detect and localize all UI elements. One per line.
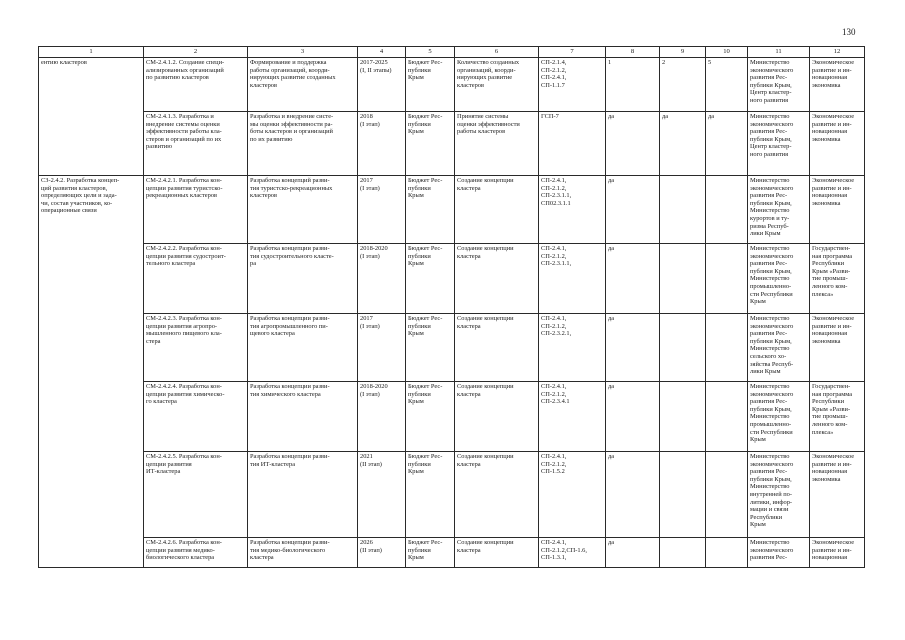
table-cell: Бюджет Рес- публики Крым — [406, 452, 455, 538]
table-cell — [706, 538, 748, 568]
table-cell: Разработка концепции разви- тия судостроительного класте- ра — [248, 244, 358, 314]
table-cell: Разработка концепции разви- тия агропромышленного пи- щевого кластера — [248, 314, 358, 382]
table-cell: 2018-2020 (I этап) — [358, 382, 406, 452]
table-cell: 2017-2025 (I, II этапы) — [358, 58, 406, 112]
table-cell — [660, 452, 706, 538]
table-cell: Министерство экономического развития Рес- публики Крым, Министерство курортов и ту- ризма Респуб- лики Крым — [748, 176, 810, 244]
table-cell: Разработка и внедрение систе- мы оценки эффективности ра- боты кластеров и организаций по их развитию — [248, 112, 358, 176]
table-cell: СП-2.1.4, СП-2.1.2, СП-2.4.1, СП-1.1.7 — [539, 58, 606, 112]
table-cell — [660, 314, 706, 382]
table-cell: Экономическое развитие и ин- новационная — [810, 538, 865, 568]
table-cell: Создание концепции кластера — [455, 452, 539, 538]
table-cell: СМ-2.4.2.3. Разработка кон- цепции развития агропро- мышленного пищевого кла- стера — [144, 314, 248, 382]
table-cell: да — [606, 176, 660, 244]
table-cell: Бюджет Рес- публики Крым — [406, 538, 455, 568]
table-cell — [39, 452, 144, 538]
table-cell: Бюджет Рес- публики Крым — [406, 244, 455, 314]
table-cell: Министерство экономического развития Рес- — [748, 538, 810, 568]
table-cell: Бюджет Рес- публики Крым — [406, 112, 455, 176]
table-cell: СМ-2.4.2.1. Разработка кон- цепции развития туристско- рекреационных кластеров — [144, 176, 248, 244]
table-cell: 2 — [660, 58, 706, 112]
header-cell: 3 — [248, 47, 358, 58]
table-cell: да — [606, 382, 660, 452]
table-cell: Министерство экономического развития Рес- публики Крым, Центр кластер- ного развития — [748, 58, 810, 112]
table-cell: СП-2.4.1, СП-2.1.2, СП-1.5.2 — [539, 452, 606, 538]
header-cell: 1 — [39, 47, 144, 58]
table-cell: Создание концепции кластера — [455, 314, 539, 382]
table-cell: 2018 (I этап) — [358, 112, 406, 176]
table-cell: СП-2.4.1, СП-2.1.2, СП-2.3.1.1, — [539, 244, 606, 314]
table-cell — [660, 244, 706, 314]
table-cell: да — [660, 112, 706, 176]
table-cell — [706, 382, 748, 452]
table-cell: да — [606, 244, 660, 314]
table-cell: Экономическое развитие и ин- новационная экономика — [810, 112, 865, 176]
table-cell: СМ-2.4.2.5. Разработка кон- цепции развития ИТ-кластера — [144, 452, 248, 538]
table-cell: Принятие системы оценки эффективности работы кластеров — [455, 112, 539, 176]
table-row — [39, 314, 865, 382]
table-cell — [706, 244, 748, 314]
table-cell: СМ-2.4.2.4. Разработка кон- цепции развития химическо- го кластера — [144, 382, 248, 452]
table-cell — [706, 176, 748, 244]
table-cell: СМ-2.4.1.3. Разработка и внедрение системы оценки эффективности работы кла- стеров и организаций по их развитию — [144, 112, 248, 176]
header-cell: 8 — [606, 47, 660, 58]
table-cell: Бюджет Рес- публики Крым — [406, 314, 455, 382]
table-cell: Министерство экономического развития Рес- публики Крым, Министерство внутренней по- литики, инфор- мации и связи Республики Крым — [748, 452, 810, 538]
table-cell: Экономическое развитие и ин- новационная экономика — [810, 58, 865, 112]
table-cell — [706, 314, 748, 382]
table-cell: Разработка концепции разви- тия медико-биологического кластера — [248, 538, 358, 568]
table-cell: да — [606, 452, 660, 538]
table-row — [39, 176, 865, 244]
table-cell: СМ-2.4.2.2. Разработка кон- цепции развития судостроит- тельного кластера — [144, 244, 248, 314]
table-cell: Бюджет Рес- публики Крым — [406, 382, 455, 452]
table-cell: Разработка концепции разви- тия химического кластера — [248, 382, 358, 452]
table-cell: СП-2.4.1, СП-2.1.2, СП-2.3.2.1, — [539, 314, 606, 382]
table-cell — [39, 382, 144, 452]
table-cell: Государствен- ная программа Республики Крым «Разви- тие промыш- ленного ком- плекса» — [810, 382, 865, 452]
table-cell: Создание концепции кластера — [455, 382, 539, 452]
table-cell: Создание концепции кластера — [455, 244, 539, 314]
header-cell: 5 — [406, 47, 455, 58]
table-cell: 1 — [606, 58, 660, 112]
table-cell: Экономическое развитие и ин- новационная экономика — [810, 176, 865, 244]
table-cell: 5 — [706, 58, 748, 112]
table-cell: да — [606, 314, 660, 382]
table-cell: 2021 (II этап) — [358, 452, 406, 538]
table-cell: 2018-2020 (I этап) — [358, 244, 406, 314]
table-cell: да — [606, 538, 660, 568]
table-cell: Министерство экономического развития Рес- публики Крым, Министерство промышленно- сти Республики Крым — [748, 244, 810, 314]
table-cell: Создание концепции кластера — [455, 176, 539, 244]
table-cell: Количество созданных организаций, коорди- нирующих развитие кластеров — [455, 58, 539, 112]
table-cell: Формирование и поддержка работы организаций, коорди- нирующих развитие созданных кластеров — [248, 58, 358, 112]
table-cell: 2017 (I этап) — [358, 314, 406, 382]
table-cell: Государствен- ная программа Республики Крым «Разви- тие промыш- ленного ком- плекса» — [810, 244, 865, 314]
table-cell: Министерство экономического развития Рес- публики Крым, Центр кластер- ного развития — [748, 112, 810, 176]
table-cell: да — [606, 112, 660, 176]
table-cell: да — [706, 112, 748, 176]
table-cell — [660, 176, 706, 244]
header-cell: 9 — [660, 47, 706, 58]
table-row — [39, 452, 865, 538]
table-cell: СП-2.4.1, СП-2.1.2,СП-1.6, СП-1.3.1, — [539, 538, 606, 568]
table-cell: Разработка концепций разви- тия туристско-рекреационных кластеров — [248, 176, 358, 244]
table-row — [39, 112, 865, 176]
table-cell: 2026 (II этап) — [358, 538, 406, 568]
table-cell — [660, 538, 706, 568]
table-cell: ГСП-7 — [539, 112, 606, 176]
table-cell — [39, 538, 144, 568]
header-cell: 7 — [539, 47, 606, 58]
table-cell — [706, 452, 748, 538]
table-cell — [39, 314, 144, 382]
page-number: 130 — [842, 27, 856, 37]
table-cell: 2017 (I этап) — [358, 176, 406, 244]
table-cell: СЗ-2.4.2. Разработка концеп- ций развития кластеров, определяющих цели и зада- чи, состав участников, ко- операционные связи — [39, 176, 144, 244]
header-cell: 12 — [810, 47, 865, 58]
table-cell: Разработка концепции разви- тия ИТ-кластера — [248, 452, 358, 538]
table-cell: Министерство экономического развития Рес- публики Крым, Министерство промышленно- сти Республики Крым — [748, 382, 810, 452]
table-header-row — [39, 47, 865, 58]
table-row — [39, 58, 865, 112]
table-cell — [39, 244, 144, 314]
table-cell — [660, 382, 706, 452]
table-cell: СМ-2.4.2.6. Разработка кон- цепции развития медико- биологического кластера — [144, 538, 248, 568]
header-cell: 6 — [455, 47, 539, 58]
header-cell: 10 — [706, 47, 748, 58]
table-row — [39, 538, 865, 568]
table-cell: Экономическое развитие и ин- новационная экономика — [810, 452, 865, 538]
table-row — [39, 382, 865, 452]
header-cell: 11 — [748, 47, 810, 58]
table-cell: СП-2.4.1, СП-2.1.2, СП-2.3.1.1, СП02.3.1.1 — [539, 176, 606, 244]
table-cell: СМ-2.4.1.2. Создание специ- ализированных организаций по развитию кластеров — [144, 58, 248, 112]
table-row — [39, 244, 865, 314]
table-cell: Бюджет Рес- публики Крым — [406, 176, 455, 244]
table-cell — [39, 112, 144, 176]
table-cell: Бюджет Рес- публики Крым — [406, 58, 455, 112]
table-cell: Экономическое развитие и ин- новационная экономика — [810, 314, 865, 382]
header-cell: 4 — [358, 47, 406, 58]
measures-table — [38, 46, 865, 568]
table-cell: СП-2.4.1, СП-2.1.2, СП-2.3.4.1 — [539, 382, 606, 452]
table-cell: Министерство экономического развития Рес- публики Крым, Министерство сельского хо- зяйства Респуб- лики Крым — [748, 314, 810, 382]
table-cell: Создание концепции кластера — [455, 538, 539, 568]
table-cell: ентию кластеров — [39, 58, 144, 112]
header-cell: 2 — [144, 47, 248, 58]
